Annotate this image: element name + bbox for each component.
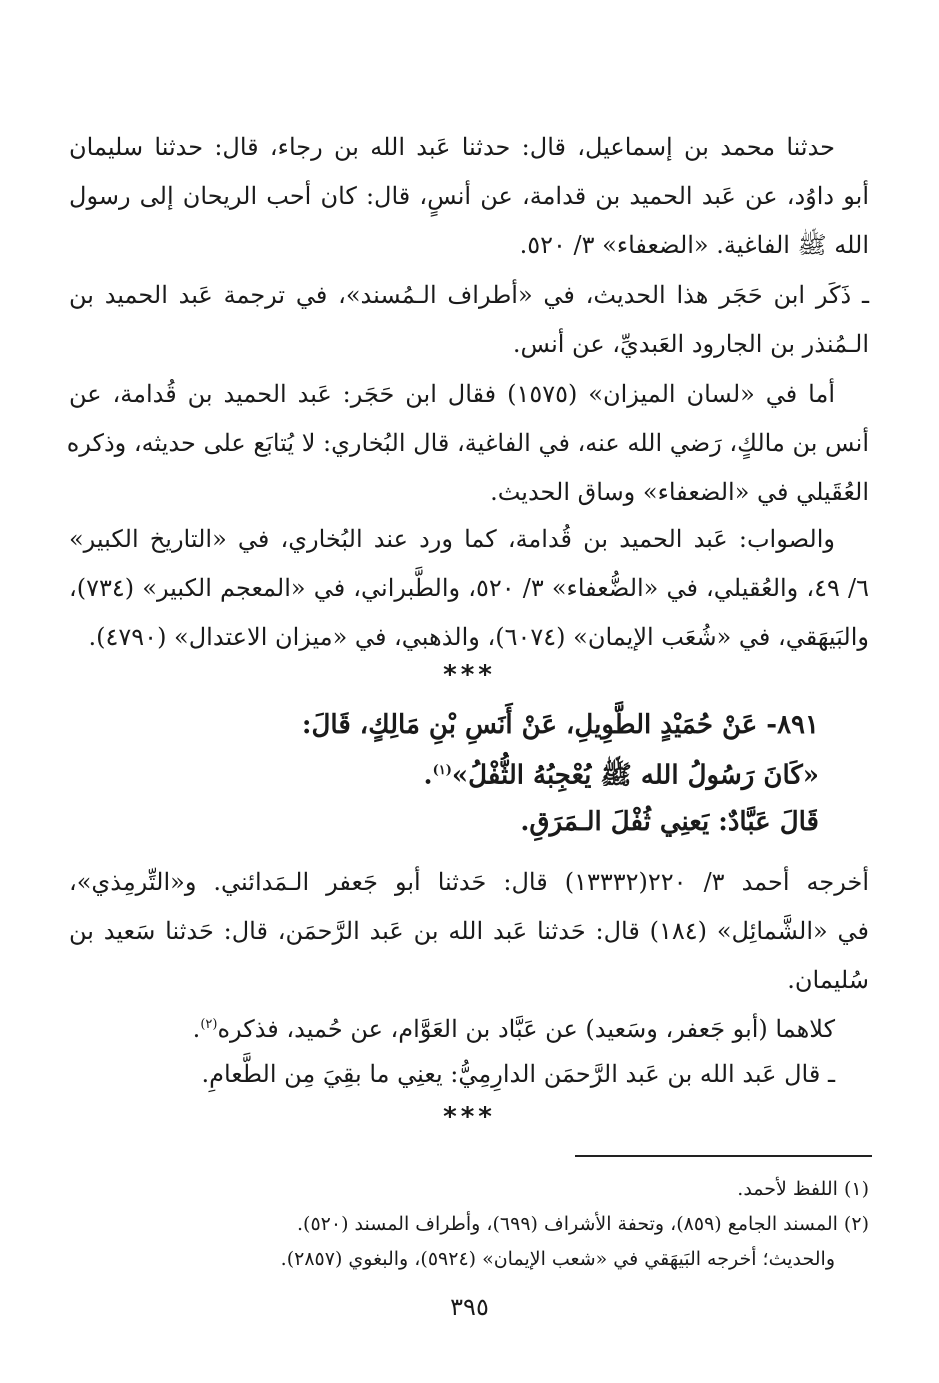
paragraph-ibn-hajar bbox=[69, 271, 869, 369]
text-line: أنس بن مالكٍ، رَضي الله عنه، في الفاغية، قال البُخاري: لا يُتابَع على حديثه، وذكره bbox=[66, 429, 869, 457]
text-line: الله ﷺ الفاغية. «الضعفاء» ٣/ ٥٢٠. bbox=[519, 231, 869, 259]
footnote-divider bbox=[575, 1155, 872, 1157]
text-line: أبو داوُد، عن عَبد الحميد بن قدامة، عن أنسٍ، قال: كان أحب الريحان إلى رسول bbox=[69, 182, 869, 210]
text-line: والصواب: عَبد الحميد بن قُدامة، كما ورد عند البُخاري، في «التاريخ الكبير» bbox=[69, 525, 835, 553]
paragraph-lisan-al-mizan bbox=[66, 370, 869, 517]
hadith-matn: «كَانَ رَسُولُ الله ﷺ يُعْجِبُهُ الثُّفْلُ» bbox=[451, 760, 819, 791]
page-number: ٣٩٥ bbox=[450, 1293, 489, 1321]
text-line: أخرجه أحمد ٣/ ٢٢٠(١٣٣٣٢) قال: حَدثنا أبو جَعفر الـمَدائني. و«التِّرمِذي»، bbox=[69, 868, 870, 896]
text-line: ـ ذَكَر ابن حَجَر هذا الحديث، في «أطراف الـمُسند»، في ترجمة عَبد الحميد بن bbox=[69, 281, 869, 309]
text-line: العُقَيلي في «الضعفاء» وساق الحديث. bbox=[490, 478, 869, 506]
paragraph-correction bbox=[69, 515, 869, 662]
hadith-line: قَالَ عَبَّادٌ: يَعنِي ثُفْلَ الـمَرَقِ. bbox=[520, 806, 819, 837]
hadith-line: «كَانَ رَسُولُ الله ﷺ يُعْجِبُهُ الثُّفْلُ»$^{(١)}$. bbox=[423, 760, 819, 791]
footnote-line: (٢) المسند الجامع (٨٥٩)، وتحفة الأشراف (٦٩٩)، وأطراف المسند (٥٢٠). bbox=[297, 1213, 869, 1235]
paragraph-takhrij bbox=[69, 858, 869, 1005]
text-line: حدثنا محمد بن إسماعيل، قال: حدثنا عَبد الله بن رجاء، قال: حدثنا سليمان bbox=[69, 133, 835, 161]
hadith-891 bbox=[119, 702, 819, 845]
text-span: كلاهما (أبو جَعفر، وسَعيد) عن عَبَّاد بن العَوَّام، عن حُميد، فذكره bbox=[217, 1015, 835, 1043]
text-line: أما في «لسان الميزان» (١٥٧٥) فقال ابن حَجَر: عَبد الحميد بن قُدامة، عن bbox=[69, 380, 836, 408]
paragraph-both-narrators bbox=[69, 1000, 869, 1054]
paragraph-isnad bbox=[69, 123, 869, 270]
text-line: الـمُنذر بن الجارود العَبديِّ، عن أنس. bbox=[512, 330, 869, 358]
footnote-ref: (٢) bbox=[200, 1017, 218, 1032]
section-separator-stars: *** bbox=[443, 660, 496, 690]
footnote-line: (١) اللفظ لأحمد. bbox=[737, 1178, 869, 1200]
text-line: سُليمان. bbox=[787, 966, 869, 994]
text-line: ـ قال عَبد الله بن عَبد الرَّحمَن الدارِمِيُّ: يعنِي ما بقِيَ مِن الطَّعامِ. bbox=[201, 1060, 835, 1088]
hadith-line: ٨٩١- عَنْ حُمَيْدٍ الطَّوِيلِ، عَنْ أَنَسِ بْنِ مَالِكٍ، قَالَ: bbox=[301, 710, 819, 740]
footnote-line: والحديث؛ أخرجه البَيهَقي في «شعب الإيمان» (٥٩٢٤)، والبغوي (٢٨٥٧). bbox=[280, 1248, 835, 1270]
paragraph-darimi bbox=[69, 1050, 869, 1099]
footnotes bbox=[69, 1172, 869, 1277]
section-separator-stars: *** bbox=[443, 1102, 496, 1132]
text-line: والبَيهَقي، في «شُعَب الإيمان» (٦٠٧٤)، والذهبي، في «ميزان الاعتدال» (٤٧٩٠). bbox=[88, 623, 869, 651]
text-line: في «الشَّمائِل» (١٨٤) قال: حَدثنا عَبد الله بن عَبد الرَّحمَن، قال: حَدثنا سَعيد بن bbox=[69, 917, 869, 945]
text-line: ٦/ ٤٩، والعُقيلي، في «الضُّعفاء» ٣/ ٥٢٠، والطَّبراني، في «المعجم الكبير» (٧٣٤)، bbox=[69, 574, 870, 602]
text-line: كلاهما (أبو جَعفر، وسَعيد) عن عَبَّاد بن العَوَّام، عن حُميد، فذكره$^{(٢)}$. bbox=[192, 1015, 835, 1043]
footnote-ref: (١) bbox=[432, 763, 452, 778]
